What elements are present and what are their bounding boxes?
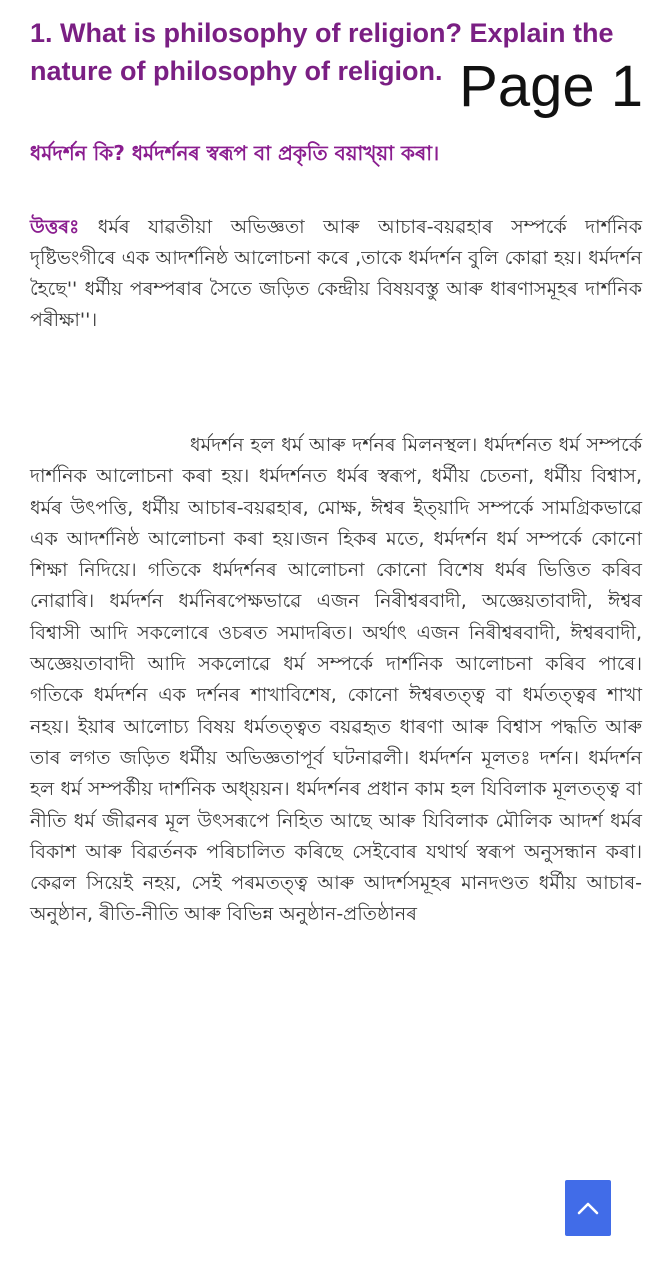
scroll-to-top-button[interactable] xyxy=(565,1180,611,1236)
chevron-up-icon xyxy=(577,1201,599,1215)
answer-text: ধৰ্মৰ যাৱতীয়া অভিজ্ঞতা আৰু আচাৰ-বয়ৱহাৰ সম্পৰ্কে দাৰ্শনিক দৃষ্টিভংগীৰে এক আদৰ্শনিষ্ঠ আলোচনা কৰে ,তাকে ধৰ্মদৰ্শন বুলি কোৱা হয়। ধৰ্মদৰ্শন হৈছে'' ধৰ্মীয় পৰম্পৰাৰ সৈতে জড়িত কেন্দ্ৰীয় বিষয়বস্তু আৰু ধাৰণাসমূহৰ দাৰ্শনিক পৰীক্ষা''। xyxy=(30,216,642,331)
question-heading-english: 1. What is philosophy of religion? Explain the nature of philosophy of religion. xyxy=(30,18,614,86)
answer-intro xyxy=(30,212,642,336)
answer-label: উত্তৰঃ xyxy=(30,216,80,238)
page-number-label: Page 1 xyxy=(455,52,647,122)
question-heading-assamese: ধৰ্মদৰ্শন কি? ধৰ্মদৰ্শনৰ স্বৰূপ বা প্ৰকৃতি বয়াখ্য়া কৰা। xyxy=(30,141,440,165)
body-paragraph: ধৰ্মদৰ্শন হল ধৰ্ম আৰু দৰ্শনৰ মিলনস্থল। ধৰ্মদৰ্শনত ধৰ্ম সম্পৰ্কে দাৰ্শনিক আলোচনা কৰা হয়। ধৰ্মদৰ্শনত ধৰ্মৰ স্বৰূপ, ধৰ্মীয় চেতনা, ধৰ্মীয় বিশ্বাস, ধৰ্মৰ উৎপত্তি, ধৰ্মীয় আচাৰ-বয়ৱহাৰ, মোক্ষ, ঈশ্বৰ ইত্য়াদি সম্পৰ্কে সামগ্ৰিকভাৱে এক আদৰ্শনিষ্ঠ আলোচনা কৰা হয়।জন হিকৰ মতে, ধৰ্মদৰ্শন ধৰ্ম সম্পৰ্কে কোনো শিক্ষা নিদিয়ে। গতিকে ধৰ্মদৰ্শনৰ আলোচনা কোনো বিশেষ ধৰ্মৰ ভিত্তিত কৰিব নোৱাৰি। ধৰ্মদৰ্শন ধৰ্মনিৰপেক্ষভাৱে এজন নিৰীশ্বৰবাদী, অজ্ঞেয়তাবাদী, ঈশ্বৰ বিশ্বাসী আদি সকলোৰে ওচৰত সমাদৰিত। অৰ্থাৎ এজন নিৰীশ্বৰবাদী, ঈশ্বৰবাদী, অজ্ঞেয়তাবাদী আদি সকলোৱে ধৰ্ম সম্পৰ্কে দাৰ্শনিক আলোচনা কৰিব পাৰে। গতিকে ধৰ্মদৰ্শন এক দৰ্শনৰ শাখাবিশেষ, কোনো ঈশ্বৰতত্ত্ব বা ধৰ্মতত্ত্বৰ শাখা নহয়। ইয়াৰ আলোচ্য বিষয় ধৰ্মতত্ত্বত বয়ৱহৃত ধাৰণা আৰু বিশ্বাস পদ্ধতি আৰু তাৰ লগত জড়িত ধৰ্মীয় অভিজ্ঞতাপূৰ্ব ঘটনাৱলী। ধৰ্মদৰ্শন মূলতঃ দৰ্শন। ধৰ্মদৰ্শন হল ধৰ্ম সম্পৰ্কীয় দাৰ্শনিক অধ্য়য়ন। ধৰ্মদৰ্শনৰ প্ৰধান কাম হল যিবিলাক মূলতত্ত্ব বা নীতি ধৰ্ম জীৱনৰ মূল উৎসৰূপে নিহিত আছে আৰু যিবিলাক মৌলিক আদৰ্শ ধৰ্মৰ বিকাশ আৰু বিৱৰ্তনক পৰিচালিত কৰিছে সেইবোৰ যথাৰ্থ স্বৰূপ অনুসন্ধান কৰা। কেৱল সিয়েই নহয়, সেই পৰমতত্ত্ব আৰু আদৰ্শসমূহৰ মানদণ্ডত ধৰ্মীয় আচাৰ-অনুষ্ঠান, ৰীতি-নীতি আৰু বিভিন্ন অনুষ্ঠান-প্ৰতিষ্ঠানৰ xyxy=(30,434,642,926)
